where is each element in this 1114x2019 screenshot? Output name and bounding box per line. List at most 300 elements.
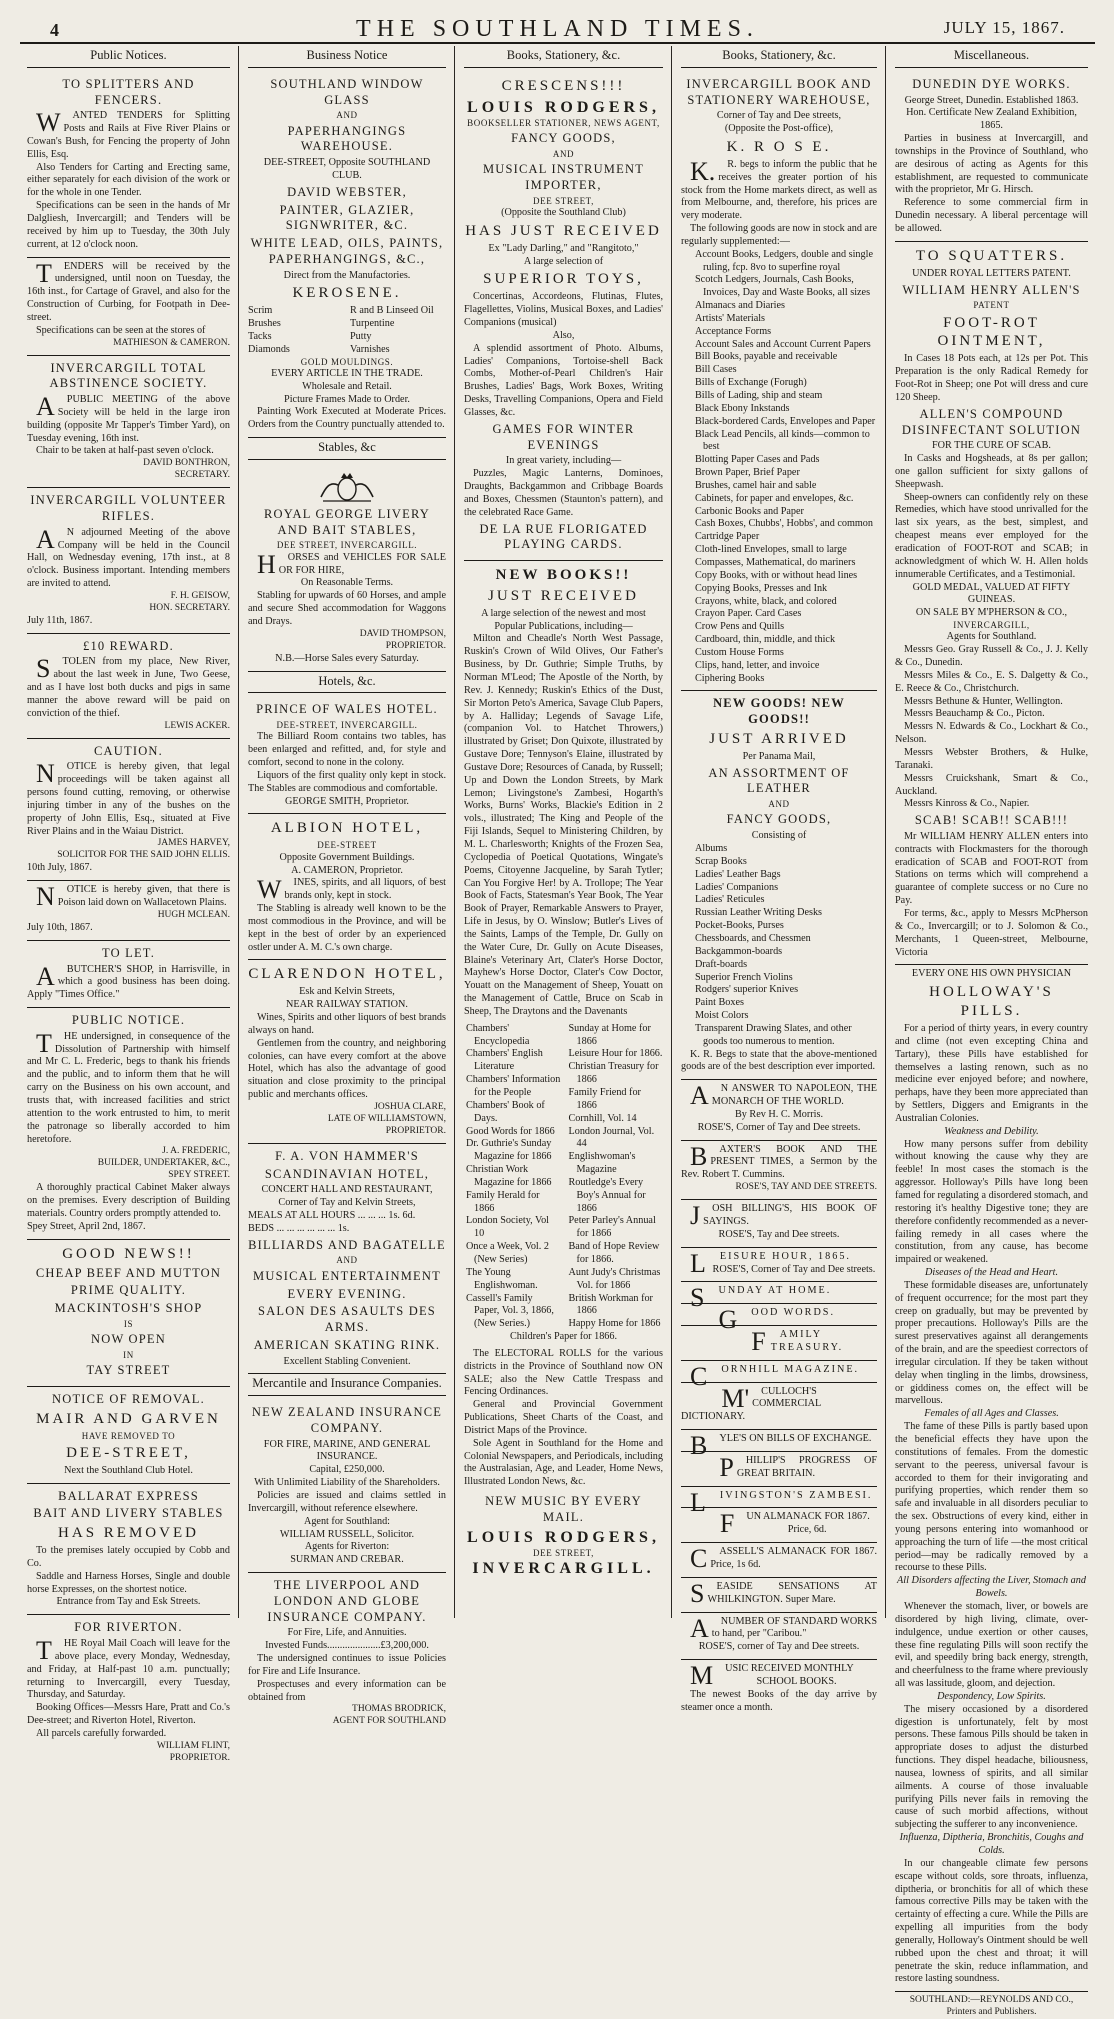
advert-splitters-fencers [27, 72, 230, 258]
advert-line: Direct from the Manufactories. [283, 269, 411, 281]
advert-text: Messrs Webster Brothers, & Hulke, Taranaki. [895, 746, 1088, 771]
masthead [20, 8, 1095, 44]
advert-line: IN [123, 1349, 134, 1360]
advert-line: PRIME QUALITY. [70, 1283, 187, 1298]
advert-albion-hotel [248, 814, 446, 960]
advert-line: PAPERHANGINGS WAREHOUSE. [287, 123, 407, 154]
advert-livingstons-zambesi [681, 1487, 877, 1517]
advert-signature: F. H. GEISOW, [170, 590, 230, 601]
advert-text: Sheep-owners can confidently rely on these Remedies, which have stood unrivalled for the last six years, as the best, simplest, and cheapest means ever employed for the eradication of FOOT-ROT and SCAB; in acknowledgment of which W. H. Allen holds innumerable Certificates, and a Testimonial. [895, 491, 1088, 580]
section-heading: Books, Stationery, &c. [464, 46, 663, 68]
advert-poison-notice [27, 881, 230, 941]
stock-list [681, 249, 877, 686]
advert-line: A large selection of the newest and most [481, 607, 646, 619]
advert-line: UNDER ROYAL LETTERS PATENT. [912, 267, 1071, 279]
advert-subhead: Diseases of the Head and Heart. [925, 1267, 1058, 1279]
advert-line: DEE-STREET, [66, 1444, 191, 1461]
advert-line: In great variety, including— [505, 455, 622, 467]
advert-line: INVERCARGILL, [953, 620, 1030, 631]
advert-signature-address: SPEY STREET. [168, 1170, 230, 1181]
advert-subheading: DEE-STREET [317, 840, 377, 851]
advert-text: All parcels carefully forwarded. [36, 1727, 167, 1739]
advert-line: Wholesale and Retail. [302, 380, 392, 392]
list-item: Acceptance Forms [695, 325, 772, 337]
advert-line: CONCERT HALL AND RESTAURANT, [261, 1184, 433, 1196]
advert-text: Policies are issued and claims settled in Invercargill, without reference elsewhere. [248, 1490, 446, 1514]
list-item: Englishwoman's Magazine [568, 1151, 636, 1176]
advert-text: BYLE'S ON BILLS OF EXCHANGE. [690, 1431, 872, 1461]
advert-heading: HOLLOWAY'S PILLS. [929, 984, 1054, 1020]
advert-line: INVERCARGILL. [472, 1560, 655, 1578]
section-heading: Books, Stationery, &c. [681, 46, 877, 68]
advert-date: 10th July, 1867. [27, 862, 92, 874]
advert-seaside-sensations [681, 1578, 877, 1613]
advert-text: The following goods are now in stock and are regularly supplemented:— [681, 223, 877, 247]
advert-josh-billings [681, 1200, 877, 1248]
advert-tenders [27, 258, 230, 356]
advert-signature-title: PROPRIETOR. [385, 640, 446, 651]
advert-text: WINES, spirits, and all liquors, of best brands only, kept in stock. [257, 875, 446, 905]
advert-line: Corner of Tay and Dee streets, [716, 110, 842, 122]
list-item: Superior French Violins [695, 971, 793, 983]
list-item: Blotting Paper Cases and Pads [695, 454, 820, 466]
advert-line: Entrance from Tay and Esk Streets. [56, 1596, 201, 1608]
advert-date: Spey Street, April 2nd, 1867. [27, 1220, 146, 1232]
goods-item: Brushes [248, 318, 281, 330]
advert-public-notice [27, 1008, 230, 1240]
advert-line: Hon. Certificate New Zealand Exhibition, 1865. [906, 107, 1077, 132]
advert-line: JUST ARRIVED [709, 730, 849, 747]
advert-line: FOR THE CURE OF SCAB. [932, 440, 1051, 452]
periodicals-list [464, 1023, 663, 1331]
list-item: Bills of Exchange (Forugh) [695, 377, 807, 389]
list-item: Pocket-Books, Purses [695, 920, 784, 932]
advert-line: ROSE'S, corner of Tay and Dee streets. [698, 1641, 860, 1653]
list-item: Moist Colors [695, 1010, 749, 1022]
advert-liverpool-london-globe [248, 1573, 446, 1733]
goods-item: Varnishes [350, 343, 390, 355]
advert-line: SURMAN AND CREBAR. [290, 1554, 404, 1566]
advert-text: The ELECTORAL ROLLS for the various districts in the Province of Southland now ON SALE; also the New Cattle Trespass and Fencing Ordinances. [464, 1347, 663, 1398]
advert-line: EVERY EVENING. [287, 1286, 407, 1301]
advert-volunteer-rifles [27, 488, 230, 634]
advert-text: Messrs Cruickshank, Smart & Co., Auckland. [895, 772, 1088, 797]
goods-grid [248, 305, 446, 356]
list-item: Chambers' Book of Days. [466, 1099, 545, 1124]
advert-riverton-coach [27, 1615, 230, 1769]
list-item: Brown Paper, Brief Paper [695, 467, 800, 479]
advert-text: Saddle and Harness Horses, Single and double horse Expresses, on the shortest notice. [27, 1570, 230, 1595]
list-item: Aunt Judy's Christmas Vol. for 1866 [568, 1266, 661, 1291]
advert-dunedin-dye-works [895, 72, 1088, 242]
advert-text: Puzzles, Magic Lanterns, Dominoes, Draughts, Backgammon and Cribbage Boards and Boxes, Chessmen (Staunton's pattern), and the celebrated Race Game. [464, 468, 663, 518]
advert-line: With Unlimited Liability of the Shareholders. [254, 1477, 440, 1489]
advert-line: AND [336, 110, 358, 121]
advert-text: Specifications can be seen in the hands of Mr Dalgliesh, Invercargill; and Tenders will be received by him up to Tuesday, the 30th July current, at 12 o'clock noon. [27, 200, 230, 250]
advert-text: A thoroughly practical Cabinet Maker always on the premises. Every description of Building materials. Country orders promptly attended to. [27, 1182, 230, 1219]
advert-heading: INVERCARGILL BOOK AND STATIONERY WAREHOUSE, [686, 76, 872, 107]
advert-line: AND [768, 799, 790, 810]
list-item: Chambers' Information for the People [466, 1074, 561, 1098]
advert-subhead: Females of all Ages and Classes. [924, 1408, 1059, 1420]
advert-byles-on-bills [681, 1430, 877, 1461]
advert-heading: INVERCARGILL TOTAL ABSTINENCE SOCIETY. [49, 360, 208, 391]
advert-signature: DAVID THOMPSON, [359, 628, 446, 639]
advert-text: Chair to be taken at half-past seven o'clock. [36, 445, 214, 457]
advert-text: The Billiard Room contains two tables, has been enlarged and refitted, and, for style and comfort, second to none in the colony. [248, 731, 446, 769]
advert-line: SCANDINAVIAN HOTEL, [264, 1166, 430, 1181]
advert-line: Ex "Lady Darling," and "Rangitoto," [488, 242, 639, 254]
column-rule [671, 46, 672, 1618]
list-item: Sunday at Home for 1866 [568, 1022, 651, 1047]
advert-line: BEDS ... ... ... ... ... ... 1s. [248, 1222, 350, 1234]
list-item: Once a Week, Vol. 2 (New Series) [466, 1241, 549, 1265]
advert-line: ROSE'S, Corner of Tay and Dee streets. [697, 1121, 861, 1133]
advert-text: NOTICE is hereby given, that there is Poison laid down on Wallacetown Plains. [36, 882, 230, 912]
advert-signature-title: SOLICITOR FOR THE SAID JOHN ELLIS. [57, 850, 230, 861]
advert-text: BAXTER'S BOOK AND THE PRESENT TIMES, a Sermon by the Rev. Robert T. Cummins. [681, 1141, 877, 1181]
advert-signature-title: AGENT FOR SOUTHLAND [332, 1716, 446, 1727]
goods-item: Turpentine [350, 318, 395, 330]
advert-line: BALLARAT EXPRESS [58, 1488, 199, 1503]
list-item: Chambers' English Literature [466, 1048, 543, 1073]
advert-heading: CLARENDON HOTEL, [248, 966, 446, 983]
list-item: Bills of Lading, ship and steam [695, 390, 823, 402]
list-item: Transparent Drawing Slates, and other goods too numerous to mention. [695, 1022, 852, 1047]
list-item: Chessboards, and Chessmen [695, 932, 811, 944]
page-number: 4 [50, 20, 59, 40]
advert-subheading: DEE-STREET, INVERCARGILL. [276, 720, 418, 731]
list-item: Artists' Materials [695, 312, 766, 324]
list-item: Cartridge Paper [695, 531, 760, 543]
advert-line: WILLIAM RUSSELL, Solicitor. [279, 1528, 415, 1540]
advert-text: SUNDAY AT HOME. [690, 1283, 832, 1313]
advert-text: CASSELL'S ALMANACK FOR 1867. Price, 1s 6d. [690, 1544, 877, 1574]
advert-text: These formidable diseases are, unfortunately of frequent occurrence; for the most part they creep on gradually, but may be prevented by proper precautions. Holloway's Pills are the surest preservatives against all derangements of the brain, and are the speediest correctors of irregular circulation. If they be taken without delay when tingling in the limbs, drowsiness, or giddiness comes on, the effect will be marvellous. [895, 1279, 1088, 1407]
advert-heading: ROYAL GEORGE LIVERY AND BAIT STABLES, [263, 506, 431, 537]
list-item: Bill Cases [695, 364, 737, 376]
advert-text: ABUTCHER'S SHOP, in Harrisville, in which a good business has been doing. Apply "Times Office." [27, 961, 230, 1001]
advert-text: A splendid assortment of Photo. Albums, Ladies' Companions, Tortoise-shell Back Combs, Mother-of-Pearl Children's Hair Brushes, Ladies' Bags, Work Boxes, Writing Desks, Travelling Companions, Opera and Field Glasses, &c. [464, 342, 663, 418]
advert-heading: F. A. VON HAMMER'S [275, 1148, 419, 1163]
list-item: Christian Treasury for 1866 [568, 1061, 659, 1086]
advert-text: In Casks and Hogsheads, at 8s per gallon; one gallon sufficient for sixty gallons of Sheepwash. [895, 453, 1088, 490]
advert-line: SALON DES ASAULTS DES ARMS. [258, 1304, 436, 1335]
advert-line: CHEAP BEEF AND MUTTON [35, 1265, 222, 1280]
column-books-rose [674, 46, 884, 1713]
list-item: Leisure Hour for 1866. [568, 1048, 663, 1060]
advert-text: Liquors of the first quality only kept in stock. The Stables are commodious and comfortable. [248, 769, 446, 794]
royal-crest-icon [317, 471, 377, 503]
advert-subheading: DEE STREET, INVERCARGILL. [276, 540, 418, 551]
advert-sunday-at-home [681, 1282, 877, 1313]
advert-text: WANTED TENDERS for Splitting Posts and Rails at Five River Plains or Cowan's Bush, for Fencing the property of John Ellis, Esq. [27, 108, 230, 160]
advert-heading: FOR RIVERTON. [74, 1620, 183, 1635]
list-item: Cassell's Family Paper, Vol. 3, 1866, (New Series.) [466, 1292, 554, 1330]
advert-window-glass [248, 72, 446, 438]
advert-line: Consisting of [751, 830, 807, 842]
advert-subhead: All Disorders affecting the Liver, Stomach and Bowels. [897, 1575, 1086, 1600]
advert-line: BILLIARDS AND BAGATELLE [248, 1237, 446, 1252]
advert-signature: WILLIAM FLINT, [156, 1740, 230, 1751]
advert-new-books [464, 561, 663, 1584]
list-item: Bill Books, payable and receivable [695, 351, 838, 363]
advert-line: Agents for Riverton: [304, 1541, 390, 1553]
list-item: Brushes, camel hair and sable [695, 479, 817, 491]
advert-line: George Street, Dunedin. Established 1863. [904, 94, 1079, 106]
list-item: Cornhill, Vol. 14 [568, 1112, 637, 1124]
list-item: Black Ebony Inkstands [695, 402, 790, 414]
advert-text: FUN ALMANACK FOR 1867. [719, 1509, 870, 1539]
advert-line: By Rev H. C. Morris. [734, 1108, 823, 1120]
periodicals-right [567, 1023, 664, 1331]
advert-text: Concertinas, Accordeons, Flutinas, Flutes, Flagellettes, Violins, Musical Boxes, and Ladies' Companions (musical) [464, 291, 663, 329]
printer-imprint: SOUTHLAND:—REYNOLDS AND CO., Printers and Publishers. [909, 1995, 1074, 2018]
advert-text: THE Royal Mail Coach will leave for the above place, every Monday, Wednesday, and Friday, at Half-past 10 a.m. punctually; returning to Invercargill, every Tuesday, Thursday, and Saturday. [27, 1636, 230, 1701]
list-item: Albums [695, 843, 728, 855]
advert-text: TENDERS will be received by the undersigned, until noon on Tuesday, the 16th inst., for Cartage of Gravel, and also for the Construction of Curbing, for Footpath in Dee-street. [27, 258, 230, 323]
advert-invercargill-book-warehouse [681, 72, 877, 692]
advert-signature: THOMAS BRODRICK, [352, 1704, 446, 1715]
advert-text: CORNHILL MAGAZINE. [690, 1361, 860, 1391]
advert-cornhill-magazine [681, 1361, 877, 1391]
list-item: Paint Boxes [695, 997, 744, 1009]
advert-line: ROSE'S, TAY AND DEE STREETS. [735, 1182, 877, 1193]
advert-text: APUBLIC MEETING of the above Society will be held in the large iron building (opposite Mr Tapper's Timber Yard), on Tuesday evening, 16th inst. [27, 392, 230, 444]
advert-text: How many persons suffer from debility without knowing the cause why they are feeble! In most cases the stomach is the aggressor. Holloway's Pills have long been famed for regulating a disordered stomach, and restoring it's healthy Digestive tone; they are therefore confidently recommended as a never-failing remedy in all cases where the constitution, from any cause, has become impaired or weakened. [895, 1138, 1088, 1266]
section-heading: Stables, &c [248, 438, 446, 460]
advert-louis-rodgers [464, 72, 663, 561]
list-item: Chambers' Encyclopedia [466, 1022, 530, 1047]
advert-line: DEE STREET, [533, 195, 594, 206]
advert-text: HORSES and VEHICLES FOR SALE OR FOR HIRE, [257, 549, 446, 579]
advert-line: DEE-STREET, Opposite SOUTHLAND CLUB. [263, 157, 431, 181]
advert-text: LIVINGSTON'S ZAMBESI. [690, 1487, 873, 1517]
advert-line: GOLD MOULDINGS. [300, 356, 394, 367]
advert-line: Also, [552, 329, 575, 341]
advert-signature: GEORGE SMITH, Proprietor. [285, 795, 409, 807]
advert-cassells-almanack [681, 1543, 877, 1578]
advert-line: NOW OPEN [91, 1332, 166, 1347]
advert-line: Opposite Government Buildings. [279, 851, 415, 863]
advert-answer-to-napoleon [681, 1080, 877, 1140]
advert-heading: CAUTION. [94, 743, 163, 758]
advert-text: Gentlemen from the country, and neighboring colonies, can have every comfort at the above Hotel, which has also the advantage of good situation and close proximity to the principal public and merchants offices. [248, 1037, 446, 1101]
advert-line: Agent for Southland: [303, 1515, 391, 1527]
advert-signature-title: BUILDER, UNDERTAKER, &C., [97, 1158, 230, 1169]
advert-line: NEAR RAILWAY STATION. [286, 999, 408, 1011]
list-item: London Journal, Vol. 44 [568, 1125, 655, 1150]
advert-text: Reference to some commercial firm in Dunedin necessary. A liberal percentage will be allowed. [895, 197, 1088, 234]
advert-heading: £10 REWARD. [83, 638, 174, 653]
advert-signature: J. A. FREDERIC, [162, 1146, 230, 1157]
advert-line: PATENT [973, 300, 1010, 311]
advert-text: Sole Agent in Southland for the Home and Colonial Newspapers, and Periodicals, including the Australasian, Age, and Leader, Home News, Illustrated London News, &c. [464, 1437, 663, 1488]
advert-heading: ALBION HOTEL, [270, 820, 424, 837]
periodicals-left [464, 1023, 561, 1331]
advert-text: For a period of thirty years, in every country and clime (not even excepting China and Tartary), these Pills have established for themselves a lasting renown, such as no medicine ever enjoyed before; and nowhere, perhaps, have they been more appreciated than by Settlers, Diggers and Emigrants in the Australian Colonies. [895, 1023, 1088, 1124]
advert-heading: THE LIVERPOOL AND LONDON AND GLOBE INSURANCE COMPANY. [267, 1578, 427, 1624]
advert-subhead: Weakness and Debility. [944, 1125, 1039, 1137]
list-item: Copying Books, Presses and Ink [695, 582, 828, 594]
list-item: Draft-boards [695, 958, 748, 970]
column-business-notice [241, 46, 453, 1727]
advert-text: K.R. begs to inform the public that he receives the greater portion of his stock from the Home markets direct, as well as from Melbourne, and, therefore, his prices are very moderate. [681, 156, 877, 222]
advert-text: FAMILY TREASURY. [751, 1327, 844, 1357]
advert-text: Milton and Cheadle's North West Passage, Ruskin's Crown of Wild Olives, Our Father's Business, by Dr. Guthrie; Simple Truths, by Norman M'Leod; The Apostle of the North, by Rev. J. Kennedy; Ruskin's Ethics of the Dust, Sir Morton Peto's America, Savage Club Papers, by A. Halliday; Legends of Savage Life, (companion Vol. to Hatchet Throwers,) illustrated by Griset; Don Quixote, illustrated by Gustave Dore; Tennyson's Elaine, illustrated by Gustave Dore; Resources of Canada, by Russell; Up and Down the London Streets, by Mark Lemon; Livingstone's Zambesi, Hogarth's Works, Burns' Works, Blackie's Edition in 2 vols., illustrated; The King and People of the Fiji Islands, Sequel to Ministering Children, by M. L. Charlesworth; Knights of the Frozen Sea, Cyclopedia of Poetical Quotations, Wingate's Poems, Citoyenne Jacqueline, by Sarah Tytler; Can You Forgive Her! by A. Trollope; The Year Book of Facts, Statesman's Year Book, The Year Book of Prayer, Remarkable Answers to Prayer, Life in Jesus, by O. Winslow; Butler's Lives of the Saints, Lamps of the Temple, Dr. Gully on the Water Cure, Dr. Gully on Acute Diseases, Blaine's Veterinary Art, Clater's Horse Doctor, Mayhew's Horse Doctor, Clater's Cow Doctor, Youatt on the Management of Sheep, Youatt on the Management of Cattle, Bruce on Scab in Sheep, The Draytons and the Davenants [464, 633, 663, 1017]
advert-line: DAVID WEBSTER, [287, 184, 407, 199]
goods-list [681, 843, 877, 1049]
goods-item: R and B Linseed Oil [350, 305, 434, 317]
advert-text: Also Tenders for Carting and Erecting same, either separately for each division of the work or for the whole in one Tender. [27, 161, 230, 199]
advert-text: Messrs Miles & Co., E. S. Dalgetty & Co., E. Reece & Co., Christchurch. [895, 669, 1088, 694]
advert-line: HAVE REMOVED TO [81, 1430, 176, 1441]
advert-line: Capital, £250,000. [309, 1464, 385, 1476]
advert-line: A. CAMERON, Proprietor. [291, 864, 403, 876]
goods-item: Scrim [248, 305, 273, 317]
advert-baxters-book [681, 1141, 877, 1201]
advert-heading: GOOD NEWS!! [62, 1245, 195, 1262]
advert-text: LEISURE HOUR, 1865. [690, 1248, 851, 1278]
advert-line: (Opposite the Post-office), [724, 123, 834, 135]
column-books-rodgers [457, 46, 670, 1618]
list-item: Scrap Books [695, 855, 747, 867]
advert-text: For terms, &c., apply to Messrs McPherson & Co., Invercargill; or to J. Solomon & Co., Merchants, 1 Queen-street, Melbourne, Victoria [895, 908, 1088, 958]
advert-signature-title: PROPRIETOR. [385, 1125, 446, 1136]
goods-item: Putty [350, 330, 372, 342]
list-item: Scotch Ledgers, Journals, Cash Books, Invoices, Day and Waste Books, all sizes [695, 274, 871, 299]
paper-title: THE SOUTHLAND TIMES. [356, 16, 759, 42]
advert-line: CRESCENS!!! [501, 77, 626, 94]
advert-line: EVERY ARTICLE IN THE TRADE. [271, 367, 423, 379]
section-heading: Hotels, &c. [248, 672, 446, 694]
advert-line: Corner of Tay and Kelvin Streets, [278, 1197, 416, 1209]
advert-line: On Reasonable Terms. [300, 577, 394, 589]
advert-subhead: Influenza, Diptheria, Bronchitis, Coughs and Colds. [899, 1832, 1084, 1857]
advert-text: Mr WILLIAM HENRY ALLEN enters into contracts with Flockmasters for the thorough eradication of SCAB and FOOT-ROT from Stations on terms which will comprehend a guarantee of complete success or no Cure no Pay. [895, 830, 1088, 907]
advert-line: DEE STREET, [533, 1547, 594, 1558]
list-item: Carbonic Books and Paper [695, 505, 804, 517]
advert-fun-almanack [681, 1508, 877, 1543]
column-rule [454, 46, 455, 1618]
advert-line: SUPERIOR TOYS, [483, 271, 644, 288]
advert-text: In our changeable climate few persons escape without colds, sore throats, influenza, diptheria, or bronchitis for all of which these famous corrective Pills may be taken with the certainty of effecting a cure. While the Pills are expelling all impurities from the body generally, Holloway's Ointment should be well rubbed upon the chest and throat; it will penetrate the skin, reduce inflammation, and restore lasting soundness. [895, 1857, 1088, 1985]
advert-text: M'CULLOCH'S COMMERCIAL DICTIONARY. [681, 1383, 822, 1423]
advert-text: Wines, Spirits and other liquors of best brands always on hand. [248, 1012, 446, 1036]
advert-line: BAIT AND LIVERY STABLES [33, 1506, 224, 1521]
advert-line: FOR FIRE, MARINE, AND GENERAL INSURANCE. [263, 1438, 431, 1463]
list-item: Band of Hope Review for 1866. [568, 1241, 660, 1265]
advert-text: Messrs N. Edwards & Co., Lockhart & Co., Nelson. [895, 721, 1088, 746]
advert-line: AMERICAN SKATING RINK. [253, 1337, 441, 1352]
list-item: Ciphering Books [695, 672, 765, 684]
advert-heading: NEW BOOKS!! [495, 567, 632, 583]
issue-date: JULY 15, 1867. [943, 18, 1065, 37]
advert-clarendon-hotel [248, 960, 446, 1143]
advert-text: Messrs Geo. Gray Russell & Co., J. J. Kelly & Co., Dunedin. [895, 644, 1088, 669]
list-item: Family Herald for 1866 [466, 1189, 540, 1214]
advert-signature-title: SECRETARY. [174, 470, 230, 481]
section-heading: Business Notice [248, 46, 446, 68]
list-item: British Workman for 1866 [568, 1292, 653, 1317]
advert-text: GOOD WORDS. [718, 1305, 836, 1335]
advert-line: GOLD MEDAL, VALUED AT FIFTY GUINEAS. [912, 581, 1071, 606]
list-item: Cash Boxes, Chubbs', Hobbs', and common [695, 518, 873, 530]
advert-line: FOOT-ROT OINTMENT, [937, 314, 1046, 350]
advert-line: Price, 6d. [787, 1524, 827, 1536]
advert-holloways-pills [895, 965, 1088, 1992]
advert-line: FANCY GOODS, [726, 812, 832, 827]
section-heading: Mercantile and Insurance Companies. [248, 1374, 446, 1396]
advert-subhead: Despondency, Low Spirits. [937, 1690, 1046, 1702]
advert-heading: TO LET. [101, 945, 156, 960]
advert-date: July 11th, 1867. [27, 614, 93, 626]
advert-reward [27, 634, 230, 739]
list-item: Cloth-lined Envelopes, small to large [695, 544, 847, 556]
advert-ballarat-express [27, 1484, 230, 1616]
advert-text: Painting Work Executed at Moderate Prices. Orders from the Country punctually attended to. [248, 406, 446, 431]
advert-date: July 10th, 1867. [27, 921, 93, 933]
advert-text: The misery occasioned by a disordered digestion is unfortunately, felt by most persons. These famous Pills should be taken in appropriate doses to adjust the disturbed functions. They dispel headache, biliousness, nausea, lowness of spirits, and all similar ailments. A course of those invaluable purifying Pills never fails in removing the cause of such morbid affections, without subjecting the sufferer to any inconvenience. [895, 1703, 1088, 1831]
advert-heading: NEW GOODS! NEW GOODS!! [713, 696, 845, 727]
advert-line: MAIR AND GARVEN [36, 1410, 221, 1427]
list-item: Ladies' Leather Bags [695, 868, 781, 880]
list-item: Custom House Forms [695, 646, 784, 658]
advert-line: SCHOOL BOOKS. [756, 1675, 837, 1687]
advert-heading: PUBLIC NOTICE. [71, 1013, 186, 1028]
list-item: Account Books, Ledgers, double and single ruling, fcp. 8vo to superfine royal [695, 248, 873, 273]
advert-text: K. R. Begs to state that the above-mentioned goods are of the best description ever imported. [681, 1048, 877, 1073]
advert-text: The undersigned continues to issue Policies for Fire and Life Insurance. [248, 1653, 446, 1677]
advert-line: HAS REMOVED [58, 1525, 199, 1542]
advert-prince-of-wales-hotel [248, 697, 446, 814]
advert-line: MACKINTOSH'S SHOP [54, 1301, 203, 1316]
advert-line: JUST RECEIVED [488, 587, 639, 604]
list-item: Christian Work Magazine for 1866 [466, 1164, 552, 1188]
advert-text: SEASIDE SENSATIONS AT WHILKINGTON. Super Mare. [690, 1578, 877, 1608]
advert-text: To the premises lately occupied by Cobb and Co. [27, 1545, 230, 1569]
advert-signature-title: PROPRIETOR. [169, 1752, 230, 1763]
advert-text: General and Provincial Government Publications, Sheet Charts of the Coast, and District Maps of the Province. [464, 1399, 663, 1436]
advert-line: TAY STREET [86, 1363, 171, 1378]
advert-text: Parties in business at Invercargill, and townships in the Province of Southland, who are desirous of acting as Agents for this establishment, are requested to communicate with the proprietor, Mr G. Hirsch. [895, 133, 1088, 196]
advert-line: ALLEN'S COMPOUND DISINFECTANT SOLUTION [901, 406, 1082, 437]
list-item: Ladies' Reticules [695, 894, 765, 906]
advert-line: HAS JUST RECEIVED [465, 222, 662, 239]
advert-foot-rot-ointment [895, 242, 1088, 966]
advert-line: Next the Southland Club Hotel. [64, 1464, 193, 1476]
column-rule [238, 46, 239, 1618]
advert-line: Esk and Kelvin Streets, [299, 986, 395, 998]
advert-text: Booking Offices—Messrs Hare, Pratt and Co.'s Dee-street; and Riverton Hotel, Riverton. [27, 1702, 230, 1727]
list-item: Rodgers' superior Knives [695, 984, 799, 996]
list-item: Crayon Paper. Card Cases [695, 608, 802, 620]
list-item: The Young Englishwoman. [466, 1266, 538, 1291]
advert-line: Per Panama Mail, [742, 750, 816, 762]
list-item: Compasses, Mathematical, do mariners [695, 556, 856, 568]
advert-line: Invested Funds.....................£3,200,000. [265, 1640, 429, 1652]
advert-signature: DAVID BONTHRON, [143, 458, 230, 469]
list-item: Russian Leather Writing Desks [695, 907, 823, 919]
advert-line: For Fire, Life, and Annuities. [287, 1627, 407, 1639]
advert-line: WHITE LEAD, OILS, PAINTS, PAPERHANGINGS, &C., [250, 236, 444, 266]
advert-signature: LEWIS ACKER. [164, 720, 230, 731]
advert-signature-title: HON. SECRETARY. [149, 602, 230, 613]
advert-line: Picture Frames Made to Order. [284, 393, 410, 405]
advert-text: NOTICE is hereby given, that legal proceedings will be taken against all persons found cutting, removing, or otherwise injuring timber in any of the bushes on the property of John Ellis, Esq., situated at Five River Plains and in the Waiau District. [27, 759, 230, 837]
list-item: Happy Home for 1866 [568, 1318, 661, 1330]
advert-text: The newest Books of the day arrive by steamer once a month. [681, 1688, 877, 1713]
